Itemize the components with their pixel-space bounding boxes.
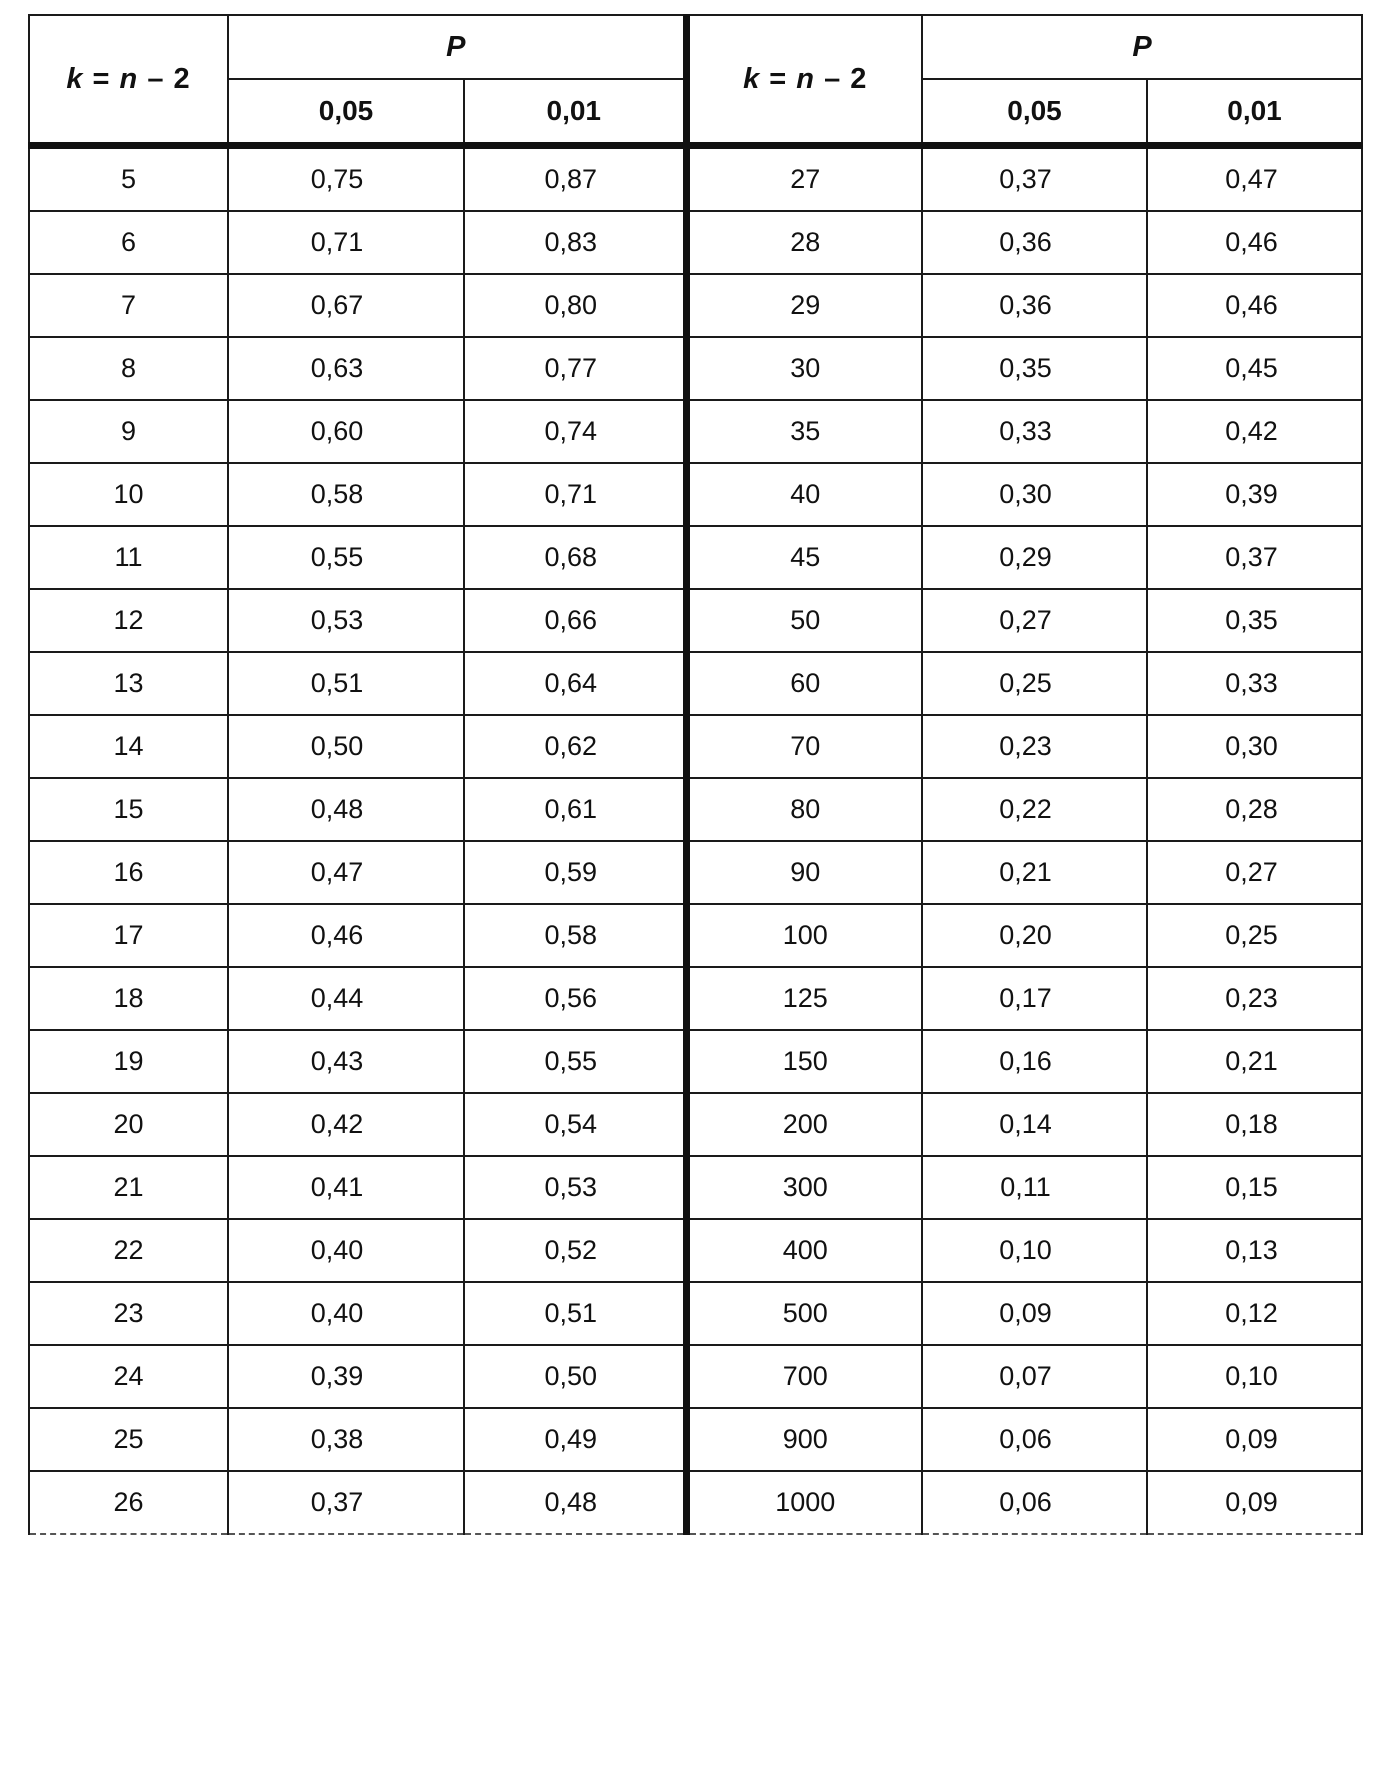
- k-value-right: 100: [686, 904, 922, 967]
- p05-value-right: 0,06: [922, 1408, 1147, 1471]
- p05-value-left: 0,44: [228, 967, 464, 1030]
- p05-value-left: 0,75: [228, 146, 464, 212]
- k-value-left: 13: [29, 652, 228, 715]
- p05-value-left: 0,63: [228, 337, 464, 400]
- p05-value-right: 0,16: [922, 1030, 1147, 1093]
- p01-value-right: 0,27: [1147, 841, 1362, 904]
- k-value-left: 18: [29, 967, 228, 1030]
- p05-value-left: 0,40: [228, 1219, 464, 1282]
- p01-value-right: 0,23: [1147, 967, 1362, 1030]
- p01-value-left: 0,55: [464, 1030, 686, 1093]
- p05-value-right: 0,14: [922, 1093, 1147, 1156]
- p01-value-left: 0,64: [464, 652, 686, 715]
- k-value-right: 90: [686, 841, 922, 904]
- table-row: [29, 146, 1362, 212]
- table-row: [29, 589, 1362, 652]
- table-row: [29, 1471, 1362, 1534]
- p01-value-left: 0,71: [464, 463, 686, 526]
- k-value-left: 5: [29, 146, 228, 212]
- p01-value-left: 0,80: [464, 274, 686, 337]
- table-row: [29, 337, 1362, 400]
- p01-value-left: 0,66: [464, 589, 686, 652]
- k-column-header-left: [29, 15, 228, 146]
- p01-value-right: 0,21: [1147, 1030, 1362, 1093]
- k-value-left: 11: [29, 526, 228, 589]
- p01-value-left: 0,48: [464, 1471, 686, 1534]
- p05-value-left: 0,51: [228, 652, 464, 715]
- p01-value-left: 0,53: [464, 1156, 686, 1219]
- table-row: [29, 1093, 1362, 1156]
- n-symbol: n: [796, 62, 816, 95]
- p05-value-left: 0,38: [228, 1408, 464, 1471]
- p05-value-right: 0,27: [922, 589, 1147, 652]
- table-row: [29, 1030, 1362, 1093]
- p05-value-right: 0,07: [922, 1345, 1147, 1408]
- k-value-right: 35: [686, 400, 922, 463]
- table-row: [29, 967, 1362, 1030]
- p01-value-left: 0,52: [464, 1219, 686, 1282]
- p05-header-right: 0,05: [922, 79, 1147, 146]
- table-row: [29, 463, 1362, 526]
- p01-value-right: 0,15: [1147, 1156, 1362, 1219]
- p05-value-right: 0,33: [922, 400, 1147, 463]
- table-row: [29, 400, 1362, 463]
- p05-value-right: 0,20: [922, 904, 1147, 967]
- k-value-left: 22: [29, 1219, 228, 1282]
- k-value-left: 9: [29, 400, 228, 463]
- p05-header-left: 0,05: [228, 79, 464, 146]
- k-value-left: 20: [29, 1093, 228, 1156]
- p-header-left: P: [228, 15, 686, 79]
- p05-value-left: 0,67: [228, 274, 464, 337]
- k-value-right: 50: [686, 589, 922, 652]
- p01-value-right: 0,13: [1147, 1219, 1362, 1282]
- k-value-right: 700: [686, 1345, 922, 1408]
- k-value-right: 80: [686, 778, 922, 841]
- p05-value-left: 0,41: [228, 1156, 464, 1219]
- table-row: [29, 715, 1362, 778]
- table-row: [29, 211, 1362, 274]
- p05-value-left: 0,58: [228, 463, 464, 526]
- k-value-right: 40: [686, 463, 922, 526]
- k-value-left: 26: [29, 1471, 228, 1534]
- p01-header-left: 0,01: [464, 79, 686, 146]
- p05-value-left: 0,60: [228, 400, 464, 463]
- table-row: [29, 778, 1362, 841]
- p01-value-right: 0,39: [1147, 463, 1362, 526]
- k-value-right: 27: [686, 146, 922, 212]
- minus-two: – 2: [815, 62, 868, 95]
- p01-value-right: 0,30: [1147, 715, 1362, 778]
- k-value-left: 23: [29, 1282, 228, 1345]
- p05-value-right: 0,06: [922, 1471, 1147, 1534]
- header-row-top: [29, 15, 1362, 79]
- p01-value-left: 0,77: [464, 337, 686, 400]
- p05-value-left: 0,71: [228, 211, 464, 274]
- p05-value-right: 0,09: [922, 1282, 1147, 1345]
- p01-value-right: 0,28: [1147, 778, 1362, 841]
- table-row: [29, 1282, 1362, 1345]
- p01-value-left: 0,54: [464, 1093, 686, 1156]
- k-value-right: 60: [686, 652, 922, 715]
- k-value-right: 500: [686, 1282, 922, 1345]
- table-body: [29, 146, 1362, 1535]
- p01-value-left: 0,58: [464, 904, 686, 967]
- p05-value-left: 0,47: [228, 841, 464, 904]
- p01-value-right: 0,12: [1147, 1282, 1362, 1345]
- p05-value-right: 0,35: [922, 337, 1147, 400]
- k-symbol: k: [66, 62, 84, 95]
- table-row: [29, 1219, 1362, 1282]
- k-value-left: 6: [29, 211, 228, 274]
- k-value-left: 25: [29, 1408, 228, 1471]
- p05-value-right: 0,23: [922, 715, 1147, 778]
- p01-value-right: 0,46: [1147, 274, 1362, 337]
- p01-value-left: 0,74: [464, 400, 686, 463]
- k-value-right: 200: [686, 1093, 922, 1156]
- table-row: [29, 904, 1362, 967]
- k-value-right: 28: [686, 211, 922, 274]
- equals-sign: =: [760, 62, 797, 95]
- k-value-right: 45: [686, 526, 922, 589]
- p01-value-right: 0,33: [1147, 652, 1362, 715]
- equals-sign: =: [83, 62, 120, 95]
- p05-value-right: 0,11: [922, 1156, 1147, 1219]
- p01-value-right: 0,46: [1147, 211, 1362, 274]
- k-column-header-right: [686, 15, 922, 146]
- table-row: [29, 841, 1362, 904]
- p05-value-left: 0,55: [228, 526, 464, 589]
- k-value-left: 12: [29, 589, 228, 652]
- p05-value-left: 0,37: [228, 1471, 464, 1534]
- p01-value-left: 0,51: [464, 1282, 686, 1345]
- k-value-right: 900: [686, 1408, 922, 1471]
- k-value-right: 150: [686, 1030, 922, 1093]
- p05-value-right: 0,17: [922, 967, 1147, 1030]
- p05-value-left: 0,40: [228, 1282, 464, 1345]
- p05-value-right: 0,22: [922, 778, 1147, 841]
- minus-two: – 2: [138, 62, 191, 95]
- table-row: [29, 1408, 1362, 1471]
- p01-value-left: 0,50: [464, 1345, 686, 1408]
- p01-value-right: 0,09: [1147, 1471, 1362, 1534]
- table-header: [29, 15, 1362, 146]
- n-symbol: n: [119, 62, 139, 95]
- k-value-left: 10: [29, 463, 228, 526]
- p01-value-left: 0,83: [464, 211, 686, 274]
- p05-value-right: 0,36: [922, 274, 1147, 337]
- p01-value-right: 0,45: [1147, 337, 1362, 400]
- p01-value-left: 0,56: [464, 967, 686, 1030]
- k-value-left: 19: [29, 1030, 228, 1093]
- k-value-right: 29: [686, 274, 922, 337]
- p01-value-right: 0,18: [1147, 1093, 1362, 1156]
- p05-value-left: 0,43: [228, 1030, 464, 1093]
- p01-value-left: 0,68: [464, 526, 686, 589]
- table-row: [29, 1345, 1362, 1408]
- k-value-left: 8: [29, 337, 228, 400]
- k-value-left: 7: [29, 274, 228, 337]
- p05-value-right: 0,30: [922, 463, 1147, 526]
- k-value-right: 400: [686, 1219, 922, 1282]
- p05-value-left: 0,53: [228, 589, 464, 652]
- p01-value-left: 0,49: [464, 1408, 686, 1471]
- k-value-right: 70: [686, 715, 922, 778]
- p01-value-left: 0,61: [464, 778, 686, 841]
- k-value-left: 14: [29, 715, 228, 778]
- p01-value-right: 0,42: [1147, 400, 1362, 463]
- p05-value-left: 0,39: [228, 1345, 464, 1408]
- k-value-left: 21: [29, 1156, 228, 1219]
- p05-value-left: 0,46: [228, 904, 464, 967]
- p05-value-right: 0,29: [922, 526, 1147, 589]
- k-symbol: k: [743, 62, 761, 95]
- k-value-left: 16: [29, 841, 228, 904]
- p01-value-right: 0,47: [1147, 146, 1362, 212]
- p05-value-left: 0,48: [228, 778, 464, 841]
- k-value-left: 15: [29, 778, 228, 841]
- p01-value-right: 0,25: [1147, 904, 1362, 967]
- p05-value-right: 0,37: [922, 146, 1147, 212]
- p05-value-left: 0,50: [228, 715, 464, 778]
- p-header-right: P: [922, 15, 1362, 79]
- critical-values-table: [28, 14, 1363, 1535]
- p01-header-right: 0,01: [1147, 79, 1362, 146]
- critical-values-table-sheet: [28, 14, 1361, 1535]
- p01-value-right: 0,10: [1147, 1345, 1362, 1408]
- table-row: [29, 526, 1362, 589]
- p05-value-right: 0,25: [922, 652, 1147, 715]
- p05-value-right: 0,21: [922, 841, 1147, 904]
- k-value-right: 125: [686, 967, 922, 1030]
- p05-value-right: 0,36: [922, 211, 1147, 274]
- p05-value-right: 0,10: [922, 1219, 1147, 1282]
- k-value-left: 17: [29, 904, 228, 967]
- p01-value-right: 0,35: [1147, 589, 1362, 652]
- k-value-left: 24: [29, 1345, 228, 1408]
- p05-value-left: 0,42: [228, 1093, 464, 1156]
- p01-value-right: 0,09: [1147, 1408, 1362, 1471]
- p01-value-left: 0,87: [464, 146, 686, 212]
- k-value-right: 300: [686, 1156, 922, 1219]
- p01-value-left: 0,59: [464, 841, 686, 904]
- k-value-right: 1000: [686, 1471, 922, 1534]
- p01-value-right: 0,37: [1147, 526, 1362, 589]
- table-row: [29, 652, 1362, 715]
- table-row: [29, 1156, 1362, 1219]
- p01-value-left: 0,62: [464, 715, 686, 778]
- table-row: [29, 274, 1362, 337]
- k-value-right: 30: [686, 337, 922, 400]
